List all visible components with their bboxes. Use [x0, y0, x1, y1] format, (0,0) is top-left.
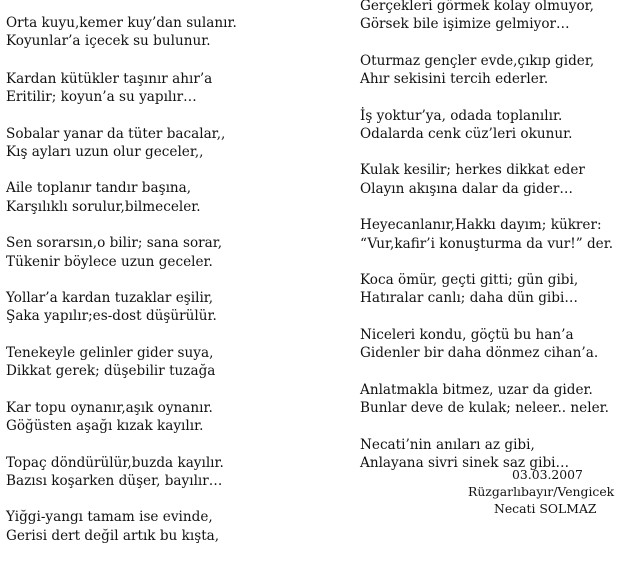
poem-line: Sen sorarsın,o bilir; sana sorar,: [6, 235, 223, 252]
stanza: [6, 344, 336, 381]
stanza: [6, 399, 336, 436]
poem-line: Anlatmakla bitmez, uzar da gider.: [360, 381, 593, 398]
poem-line: Tenekeyle gelinler gider suya,: [6, 344, 214, 361]
poem-line: Ahır sekisini tercih ederler.: [360, 71, 549, 88]
poem-line: Karşılıklı sorulur,bilmeceler.: [6, 198, 201, 215]
poem-line: Kar topu oynanır,aşık oynanır.: [6, 399, 213, 416]
signature-author: Necati SOLMAZ: [494, 501, 597, 516]
poem-line: Anlayana sivri sinek saz gibi…: [360, 454, 570, 471]
stanza: [360, 436, 635, 473]
stanza: [6, 179, 336, 216]
stanza: [360, 271, 635, 308]
poem-line: Olayın akışına dalar da gider…: [360, 180, 573, 197]
stanza: [6, 289, 336, 326]
stanza: [6, 125, 336, 162]
poem-line: Şaka yapılır;es-dost düşürülür.: [6, 308, 217, 325]
stanza: [360, 52, 635, 89]
poem-line: Gidenler bir daha dönmez cihan’a.: [360, 345, 599, 362]
stanza: [360, 326, 635, 363]
stanza: [6, 454, 336, 491]
poem-line: Görsek bile işimize gelmiyor…: [360, 16, 570, 33]
poem-line: Göğüsten aşağı kızak kayılır.: [6, 418, 204, 435]
poem-line: Yollar’a kardan tuzaklar eşilir,: [6, 290, 214, 307]
poem-right-column: [360, 0, 635, 490]
stanza: [360, 381, 635, 418]
stanza: [6, 70, 336, 107]
poem-line: Gerçekleri görmek kolay olmuyor,: [360, 0, 594, 14]
poem-left-column: [6, 14, 336, 563]
poem-line: Koyunlar’a içecek su bulunur.: [6, 33, 211, 50]
poem-line: Hatıralar canlı; daha dün gibi…: [360, 290, 578, 307]
stanza: [360, 216, 635, 253]
poem-line: Yiğgi-yangı tamam ise evinde,: [6, 509, 213, 526]
stanza: [6, 508, 336, 545]
poem-line: Dikkat gerek; düşebilir tuzağa: [6, 363, 216, 380]
signature-date: 03.03.2007: [512, 467, 583, 482]
poem-line: Bazısı koşarken düşer, bayılır…: [6, 472, 223, 489]
signature-place: Rüzgarlıbayır/Vengicek: [468, 484, 615, 499]
stanza: [360, 107, 635, 144]
poem-line: Niceleri kondu, göçtü bu han’a: [360, 326, 574, 343]
poem-line: Topaç döndürülür,buzda kayılır.: [6, 454, 224, 471]
poem-line: Tükenir böylece uzun geceler.: [6, 253, 213, 270]
poem-line: Heyecanlanır,Hakkı dayım; kükrer:: [360, 217, 602, 234]
poem-line: Gerisi dert değil artık bu kışta,: [6, 527, 220, 544]
stanza: [6, 234, 336, 271]
poem-line: Kulak kesilir; herkes dikkat eder: [360, 162, 585, 179]
poem-line: Koca ömür, geçti gitti; gün gibi,: [360, 272, 579, 289]
poem-line: İş yoktur’ya, odada toplanılır.: [360, 107, 563, 124]
poem-line: Necati’nin anıları az gibi,: [360, 436, 535, 453]
stanza: [6, 14, 336, 51]
poem-line: Eritilir; koyun’a su yapılır…: [6, 89, 197, 106]
poem-line: Oturmaz gençler evde,çıkıp gider,: [360, 52, 595, 69]
poem-line: Bunlar deve de kulak; neleer.. neler.: [360, 400, 609, 417]
poem-line: Sobalar yanar da tüter bacalar,,: [6, 125, 226, 142]
poem-line: Kardan kütükler taşınır ahır’a: [6, 70, 213, 87]
poem-line: Aile toplanır tandır başına,: [6, 180, 192, 197]
poem-line: “Vur,kafir’i konuşturma da vur!” der.: [360, 235, 614, 252]
poem-line: Kış ayları uzun olur geceler,,: [6, 144, 204, 161]
stanza: [360, 161, 635, 198]
poem-line: Odalarda cenk cüz’leri okunur.: [360, 126, 573, 143]
poem-line: Orta kuyu,kemer kuy’dan sulanır.: [6, 15, 237, 31]
stanza: [360, 0, 635, 34]
